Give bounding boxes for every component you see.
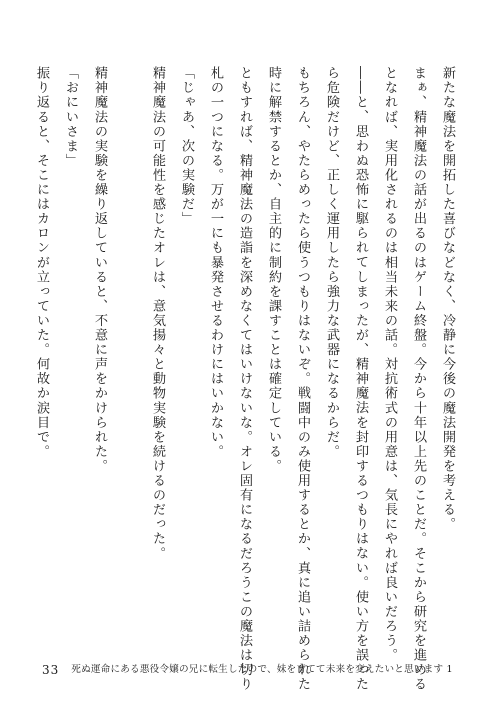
text-line: 時に解禁するとか、自主的に制約を課すことは確定している。: [266, 66, 281, 474]
text-line: 振り返ると、そこにはカロンが立っていた。何故か涙目で。: [34, 66, 49, 459]
text-line: 精神魔法の可能性を感じたオレは、意気揚々と動物実験を続けるのだった。: [150, 66, 165, 561]
dialogue-line: 「じゃあ、次の実験だ」: [179, 66, 194, 227]
text-line: ともすれば、精神魔法の造詣を深めなくてはいけないな。オレ固有になるだろうこの魔法は切り: [237, 66, 252, 692]
text-line: 精神魔法の実験を繰り返していると、不意に声をかけられた。: [92, 66, 107, 474]
dialogue-line: 「おにいさま」: [63, 66, 78, 168]
page-footer: [42, 661, 482, 679]
text-line: もちろん、やたらめったら使うつもりはないぞ。戦闘中のみ使用するとか、真に追い詰められた: [295, 66, 310, 692]
text-line: となれば、実用化されるのは相当未来の話。対抗術式の用意は、気長にやれば良いだろう。: [382, 66, 397, 663]
text-line: ら危険だけど、正しく運用したら強力な武器になるからだ。: [324, 66, 339, 459]
blank-line: [114, 66, 143, 621]
text-line: 新たな魔法を開拓した喜びなどなく、冷静に今後の魔法開発を考える。: [440, 66, 455, 532]
page-number: 33: [42, 663, 60, 677]
running-title: 死ぬ運命にある悪役令嬢の兄に転生したので、妹を育てて未来を変えたいと思います 1: [71, 664, 453, 675]
text-line: まぁ、精神魔法の話が出るのはゲーム終盤。今から十年以上先のことだ。そこから研究を進める: [411, 66, 426, 692]
text-line: 札の一つになる。万が一にも暴発させるわけにはいかない。: [208, 66, 223, 459]
text-line: ――と、思わぬ恐怖に駆られてしまったが、精神魔法を封印するつもりはない。使い方を誤った: [353, 66, 368, 692]
